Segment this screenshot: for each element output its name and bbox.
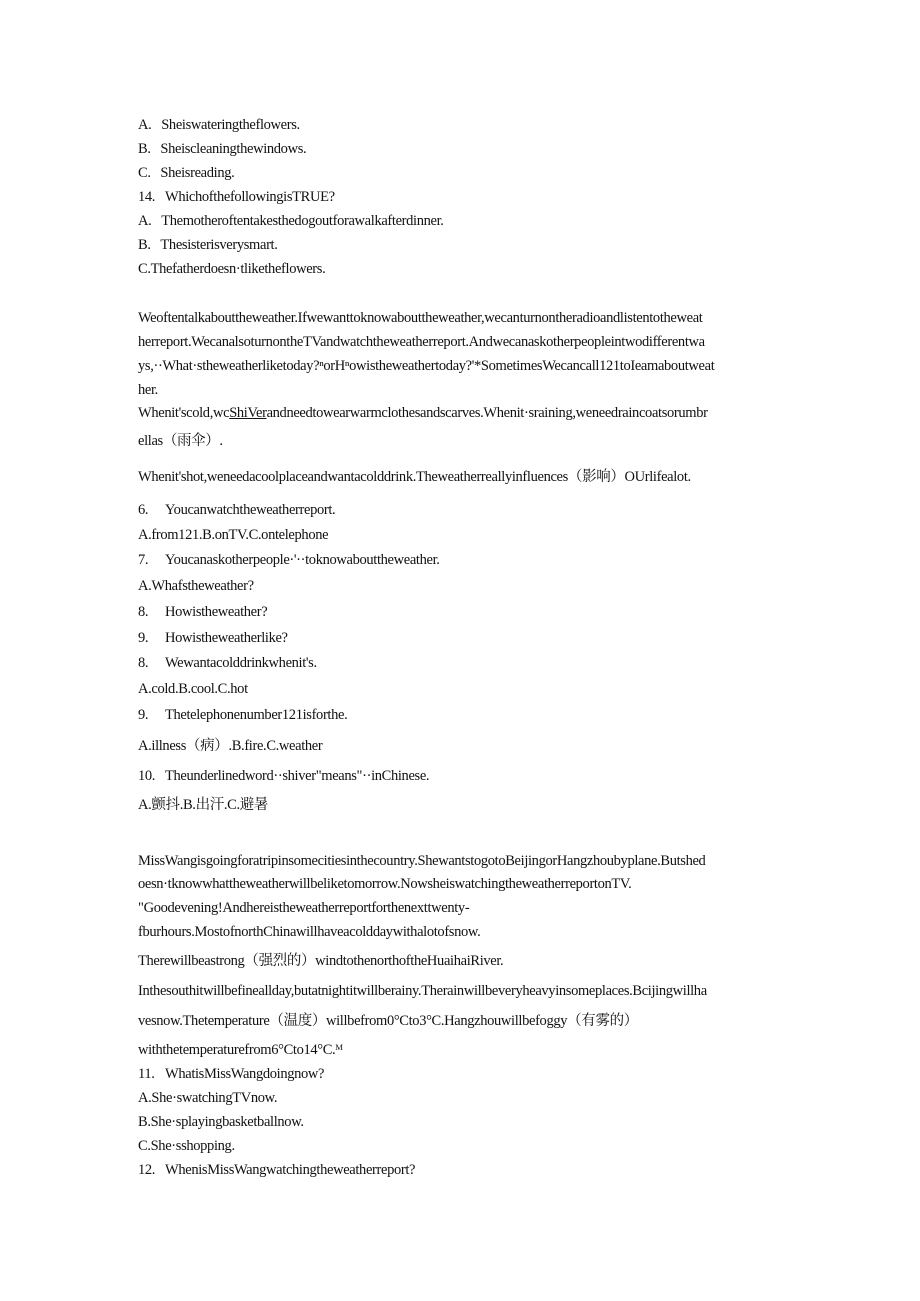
question-text: Wewantacolddrinkwhenit's. (165, 655, 317, 671)
options-line: A.from121.B.onTV.C.ontelephone (138, 527, 329, 543)
question-text: WhenisMissWangwatchingtheweatherreport? (165, 1162, 416, 1178)
question-number: 7. (138, 552, 149, 568)
question-line (138, 706, 347, 724)
passage-line: MissWangisgoingforatripinsomecitiesinthecountry.ShewantstogotoBeijingorHangzhoubyplane.Butshed (138, 853, 706, 869)
passage-line (138, 404, 708, 422)
passage-line: "Goodevening!Andhereistheweatherreportforthenexttwenty- (138, 900, 470, 916)
option-line: A. Sheiswateringtheflowers. (138, 117, 300, 133)
passage-line: her. (138, 382, 158, 398)
options-line: A.颤抖.B.出汗.C.避暑 (138, 797, 269, 813)
question-text: WhichofthefollowingisTRUE? (165, 189, 335, 205)
option-line: C.She·sshopping. (138, 1138, 235, 1154)
question-text: Howistheweather? (165, 604, 268, 620)
passage-line: Inthesouthitwillbefineallday,butatnightitwillberainy.Therainwillbeveryheavyinsomeplaces.Bcijingwillha (138, 983, 707, 999)
passage-line: ys,··What·stheweatherliketoday?ⁿorHⁿowistheweathertoday?'*SometimesWecancall121toIeamaboutweat (138, 358, 715, 374)
options-line: A.Whafstheweather? (138, 578, 254, 594)
option-line: C.Thefatherdoesn·tliketheflowers. (138, 261, 326, 277)
passage-line: Whenit'shot,weneedacoolplaceandwantacolddrink.Theweatherreallyinfluences（影响）OUrlifealot. (138, 469, 691, 485)
passage-line: fburhours.MostofnorthChinawillhaveacolddaywithalotofsnow. (138, 924, 481, 940)
option-line: B. Thesisterisverysmart. (138, 237, 278, 253)
question-number: 14. (138, 189, 156, 205)
question-line (138, 1065, 324, 1083)
question-text: Youcanaskotherpeople·'··toknowabouttheweather. (165, 552, 440, 568)
question-number: 9. (138, 707, 149, 723)
question-line (138, 629, 288, 647)
question-line (138, 767, 429, 785)
question-text: Howistheweatherlike? (165, 630, 288, 646)
question-line (138, 603, 267, 621)
question-text: Theunderlinedword··shiver"means"··inChinese. (165, 768, 430, 784)
question-14 (138, 188, 335, 206)
options-line: A.cold.B.cool.C.hot (138, 681, 248, 697)
passage-line: Therewillbeastrong（强烈的）windtothenorthoftheHuaihaiRiver. (138, 953, 504, 969)
underlined-word: ShiVer (229, 405, 267, 421)
option-line: C. Sheisreading. (138, 165, 235, 181)
option-line: B. Sheiscleaningthewindows. (138, 141, 307, 157)
question-text: Youcanwatchtheweatherreport. (165, 502, 336, 518)
question-line (138, 551, 440, 569)
question-number: 8. (138, 655, 149, 671)
question-number: 10. (138, 768, 156, 784)
question-line (138, 1161, 415, 1179)
question-number: 8. (138, 604, 149, 620)
question-number: 9. (138, 630, 149, 646)
question-number: 11. (138, 1066, 155, 1082)
passage-line: withthetemperaturefrom6°Cto14°C.ᴹ (138, 1042, 343, 1058)
passage-line: vesnow.Thetemperature（温度）willbefrom0°Cto3°C.Hangzhouwillbefoggy（有雾的） (138, 1013, 638, 1029)
text: andneedtowearwarmclothesandscarves.Whenit·sraining,weneedraincoatsorumbr (266, 405, 708, 421)
passage-line: Weoftentalkabouttheweather.Ifwewanttoknowabouttheweather,wecanturnontheradioandlistentotheweat (138, 310, 703, 326)
question-line (138, 654, 317, 672)
text: Whenit'scold,wc (138, 405, 230, 421)
passage-line: oesn·tknowwhattheweatherwillbeliketomorrow.NowsheiswatchingtheweatherreportonTV. (138, 876, 632, 892)
question-number: 12. (138, 1162, 156, 1178)
question-text: WhatisMissWangdoingnow? (165, 1066, 325, 1082)
passage-line: herreport.WecanalsoturnontheTVandwatchtheweatherreport.Andwecanaskotherpeopleintwodifferentwa (138, 334, 705, 350)
option-line: B.She·splayingbasketballnow. (138, 1114, 304, 1130)
question-text: Thetelephonenumber121isforthe. (165, 707, 348, 723)
option-line: A. Themotheroftentakesthedogoutforawalkafterdinner. (138, 213, 444, 229)
question-line (138, 501, 335, 519)
options-line: A.illness（病）.B.fire.C.weather (138, 738, 323, 754)
question-number: 6. (138, 502, 149, 518)
option-line: A.She·swatchingTVnow. (138, 1090, 278, 1106)
passage-line: ellas（雨伞）. (138, 433, 223, 449)
